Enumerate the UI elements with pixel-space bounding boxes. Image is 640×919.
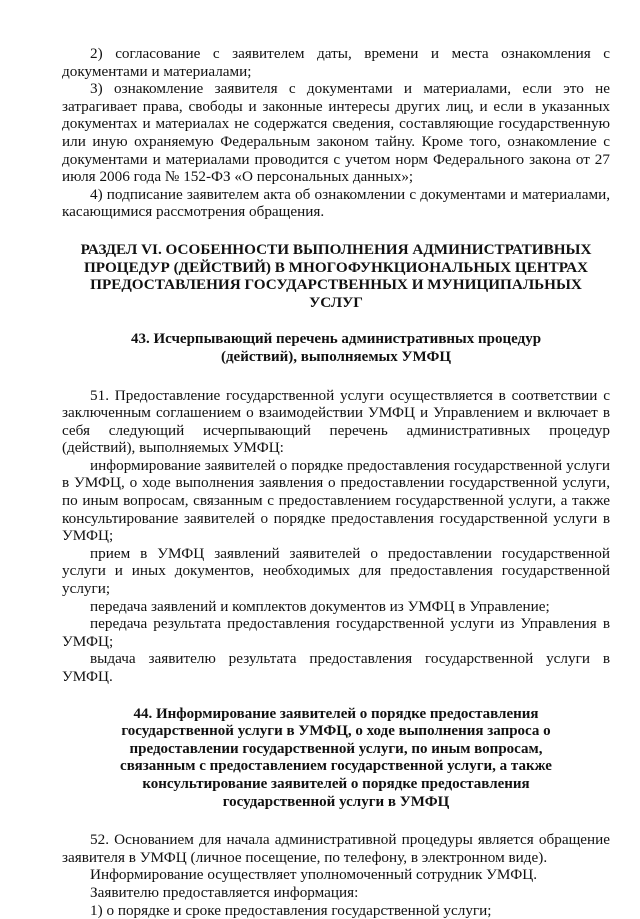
list-item: информирование заявителей о порядке предоставления государственной услуги в УМФЦ, о ходе выполнения заявления о предоставлении государственной услуги, по иным вопросам, связанным с предоставлением государственной услуги, а также консультирование заявителей о порядке предоставления государственной услуги в УМФЦ; <box>62 456 610 545</box>
intro-item-3: 3) ознакомление заявителя с документами и материалами, если это не затрагивает права, свободы и законные интересы других лиц, и если в указанных документах и материалах не содержатся сведения, составляющие государственную или иную охраняемую Федеральным законом тайну. Кроме того, ознакомление с документами и материалами проводится с учетом норм Федерального закона от 27 июля 2006 года № 152-ФЗ «О персональных данных»; <box>62 80 610 186</box>
list-item: передача результата предоставления государственной услуги из Управления в УМФЦ; <box>62 615 610 650</box>
list-item: передача заявлений и комплектов документов из УМФЦ в Управление; <box>90 597 550 615</box>
paragraph-51: 51. Предоставление государственной услуги осуществляется в соответствии с заключенным соглашением о взаимодействии УМФЦ и Управлением и включает в себя следующий исчерпывающий перечень административных процедур (действий), выполняемых УМФЦ: <box>62 386 610 457</box>
paragraph-52: 52. Основанием для начала административной процедуры является обращение заявителя в УМФЦ (личное посещение, по телефону, в электронном виде). <box>62 831 610 866</box>
list-item: выдача заявителю результата предоставления государственной услуги в УМФЦ. <box>62 650 610 685</box>
subsection-43-title: 43. Исчерпывающий перечень административных процедур (действий), выполняемых УМФЦ <box>130 331 542 365</box>
paragraph-52-line: Информирование осуществляет уполномоченный сотрудник УМФЦ. <box>90 866 537 884</box>
section-title: РАЗДЕЛ VI. ОСОБЕННОСТИ ВЫПОЛНЕНИЯ АДМИНИСТРАТИВНЫХ ПРОЦЕДУР (ДЕЙСТВИЙ) В МНОГОФУНКЦИОНАЛЬНЫХ ЦЕНТРАХ ПРЕДОСТАВЛЕНИЯ ГОСУДАРСТВЕННЫХ И МУНИЦИПАЛЬНЫХ УСЛУГ <box>80 240 592 311</box>
intro-item-4: 4) подписание заявителем акта об ознакомлении с документами и материалами, касающимися рассмотрения обращения. <box>62 185 610 221</box>
paragraph-52-line: 1) о порядке и сроке предоставления государственной услуги; <box>90 901 492 919</box>
intro-item-2: 2) согласование с заявителем даты, времени и места ознакомления с документами и материалами; <box>62 45 610 80</box>
list-item: прием в УМФЦ заявлений заявителей о предоставлении государственной услуги и иных документов, необходимых для предоставления государственной услуги; <box>62 544 610 598</box>
paragraph-52-line: Заявителю предоставляется информация: <box>90 883 359 901</box>
subsection-44-title: 44. Информирование заявителей о порядке предоставления государственной услуги в УМФЦ, о ходе выполнения запроса о предоставлении государственной услуги, по иным вопросам, связанным с предоставлением государственной услуги, а также консультирование заявителей о порядке предоставления государственной услуги в УМФЦ <box>120 705 552 810</box>
